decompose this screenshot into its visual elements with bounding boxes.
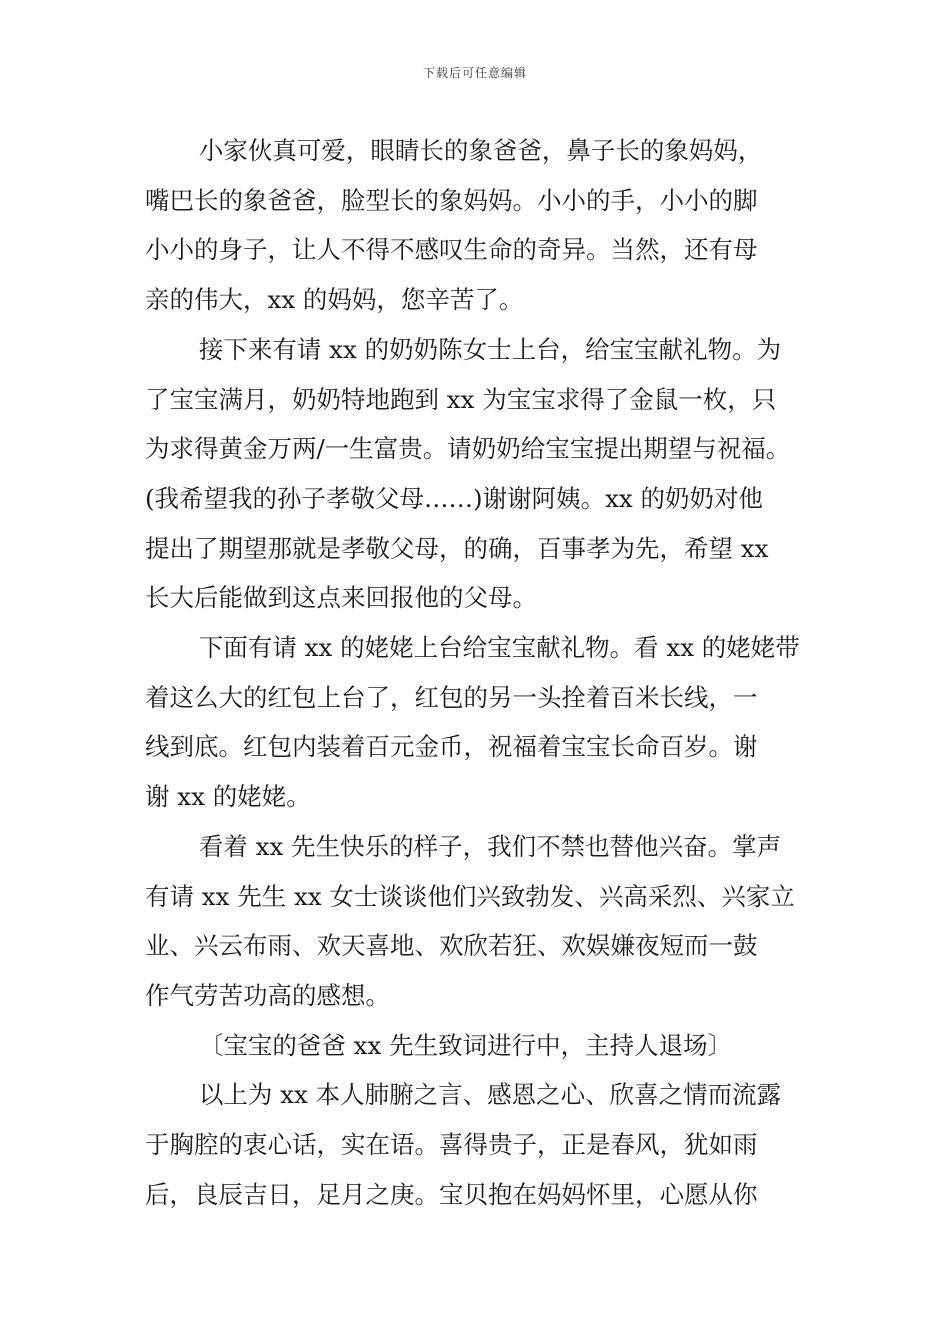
document-body — [145, 126, 813, 1219]
paragraph-line: 长大后能做到这点来回报他的父母。 — [145, 583, 537, 613]
paragraph-line: 着这么大的红包上台了，红包的另一头拴着百米长线，一 — [145, 682, 758, 712]
paragraph-first-line: 〔宝宝的爸爸 xx 先生致词进行中，主持人退场〕 — [198, 1030, 733, 1060]
paragraph-first-line: 小家伙真可爱，眼睛长的象爸爸，鼻子长的象妈妈， — [198, 136, 763, 165]
paragraph-line: 有请 xx 先生 xx 女士谈谈他们兴致勃发、兴高采烈、兴家立 — [145, 881, 795, 911]
paragraph-line: 作气劳苦功高的感想。 — [145, 980, 390, 1010]
paragraph-first-line: 下面有请 xx 的姥姥上台给宝宝献礼物。看 xx 的姥姥带 — [198, 633, 800, 663]
paragraph-first-line: 看着 xx 先生快乐的样子，我们不禁也替他兴奋。掌声 — [198, 831, 782, 861]
paragraph-line: (我希望我的孙子孝敬父母……)谢谢阿姨。xx 的奶奶对他 — [145, 483, 764, 513]
paragraph-line: 为求得黄金万两/一生富贵。请奶奶给宝宝提出期望与祝福。 — [145, 434, 791, 464]
paragraph-line: 于胸腔的衷心话，实在语。喜得贵子，正是春风，犹如雨 — [145, 1130, 758, 1160]
page-header-note: 下载后可任意编辑 — [422, 66, 527, 80]
paragraph-line: 嘴巴长的象爸爸，脸型长的象妈妈。小小的手，小小的脚 — [145, 185, 758, 215]
paragraph-line: 后，良辰吉日，足月之庚。宝贝抱在妈妈怀里，心愿从你 — [145, 1179, 758, 1209]
paragraph-line: 了宝宝满月，奶奶特地跑到 xx 为宝宝求得了金鼠一枚，只 — [145, 384, 777, 414]
paragraph-line: 小小的身子，让人不得不感叹生命的奇异。当然，还有母 — [145, 235, 758, 265]
paragraph-line: 线到底。红包内装着百元金币，祝福着宝宝长命百岁。谢 — [145, 732, 758, 762]
paragraph-first-line: 以上为 xx 本人肺腑之言、感恩之心、欣喜之情而流露 — [198, 1080, 782, 1110]
paragraph-line: 谢 xx 的姥姥。 — [145, 782, 311, 812]
paragraph-line: 提出了期望那就是孝敬父母，的确，百事孝为先，希望 xx — [145, 533, 769, 563]
paragraph-line: 亲的伟大，xx 的妈妈，您辛苦了。 — [145, 285, 524, 315]
paragraph-line: 业、兴云布雨、欢天喜地、欢欣若狂、欢娱嫌夜短而一鼓 — [145, 931, 758, 961]
paragraph-first-line: 接下来有请 xx 的奶奶陈女士上台，给宝宝献礼物。为 — [198, 334, 782, 364]
